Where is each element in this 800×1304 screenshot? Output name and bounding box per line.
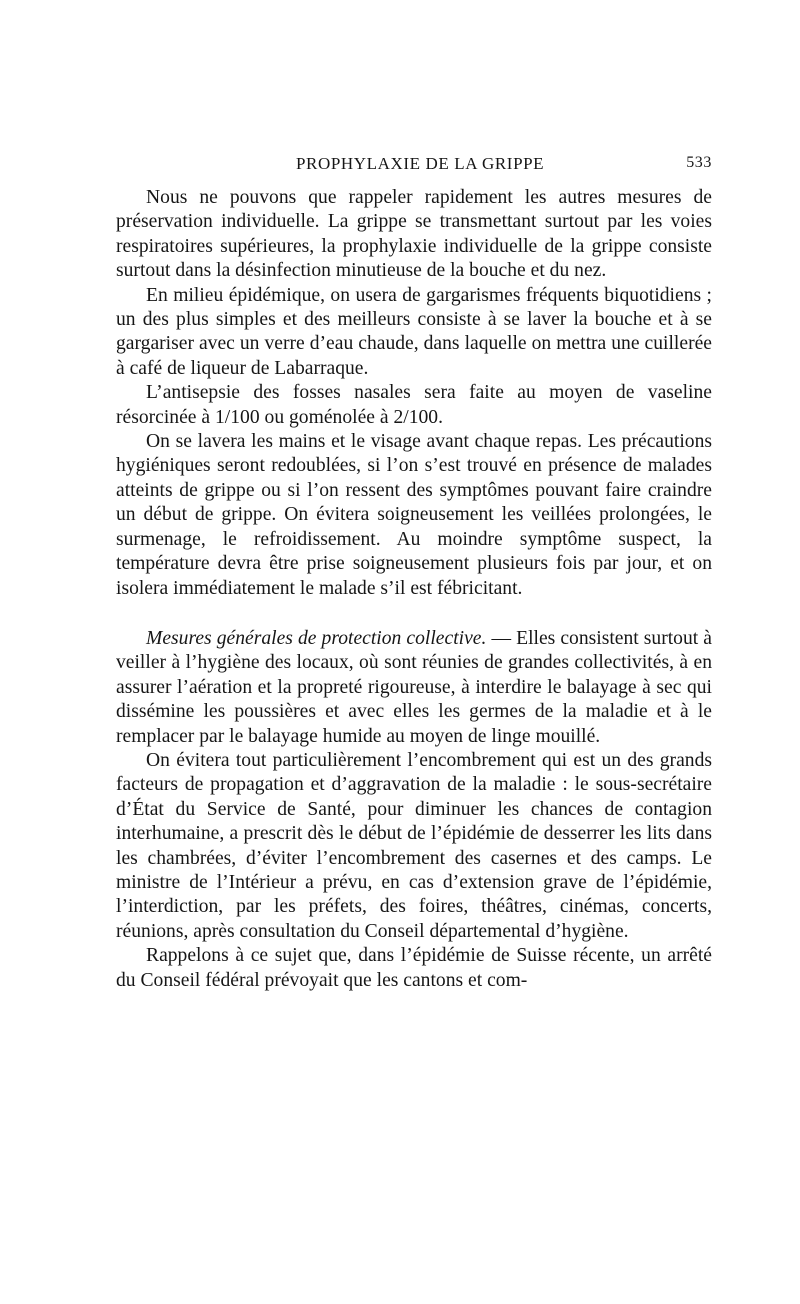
body-text [116, 186, 712, 993]
printed-page [116, 148, 712, 993]
paragraph-gargarisms: En milieu épidémique, on usera de gargarismes fréquents biquotidiens ; un des plus simples et des meilleurs consiste à se laver la bouche et à se gargariser avec un verre d’eau chaude, dans laquelle on mettra une cuillerée à café de liqueur de Labarraque. [116, 284, 712, 379]
section-lead-text: — Elles consistent surtout à veiller à l’hygiène des locaux, où sont réunies de grandes collectivités, à en assurer l’aération et la propreté rigoureuse, à interdire le balayage à sec qui dissémine les poussières et avec elles les germes de la maladie et à le remplacer par le balayage humide au moyen de linge mouillé. [116, 627, 712, 747]
paragraph-individual-measures: Nous ne pouvons que rappeler rapidement les autres mesures de préservation individuelle. La grippe se transmettant surtout par les voies respiratoires supérieures, la prophylaxie individuelle de la grippe consiste surtout dans la désinfection minutieuse de la bouche et du nez. [116, 187, 712, 282]
paragraph-hygiene-precautions: On se lavera les mains et le visage avant chaque repas. Les précautions hygiéniques seront redoublées, si l’on s’est trouvé en présence de malades atteints de grippe ou si l’on ressent des symptômes pouvant faire craindre un début de grippe. On évitera soigneusement les veillées prolongées, le surmenage, le refroidissement. Au moindre symptôme suspect, la température devra être prise soigneusement plusieurs fois par jour, et on isolera immédiatement le malade s’il est fébricitant. [116, 431, 712, 599]
running-head [116, 148, 712, 178]
running-title: PROPHYLAXIE DE LA GRIPPE [296, 154, 545, 173]
section-lead-in: Mesures générales de protection collective. [146, 627, 487, 649]
paragraph-overcrowding: On évitera tout particulièrement l’encombrement qui est un des grands facteurs de propagation et d’aggravation de la maladie : le sous-secrétaire d’État du Service de Santé, pour diminuer les chances de contagion interhumaine, a prescrit dès le début de l’épidémie de desserrer les lits dans les chambrées, d’éviter l’encombrement des casernes et des camps. Le ministre de l’Intérieur a prévu, en cas d’extension grave de l’épidémie, l’interdiction, par les préfets, des foires, théâtres, cinémas, concerts, réunions, après consultation du Conseil départemental d’hygiène. [116, 749, 712, 942]
page-number: 533 [686, 154, 712, 171]
paragraph-collective-protection [116, 627, 712, 749]
paragraph-nasal-antisepsis: L’antisepsie des fosses nasales sera faite au moyen de vaseline résorcinée à 1/100 ou goménolée à 2/100. [116, 382, 712, 428]
paragraph-swiss-epidemic: Rappelons à ce sujet que, dans l’épidémie de Suisse récente, un arrêté du Conseil fédéral prévoyait que les cantons et com- [116, 945, 712, 991]
section-gap [116, 601, 712, 627]
